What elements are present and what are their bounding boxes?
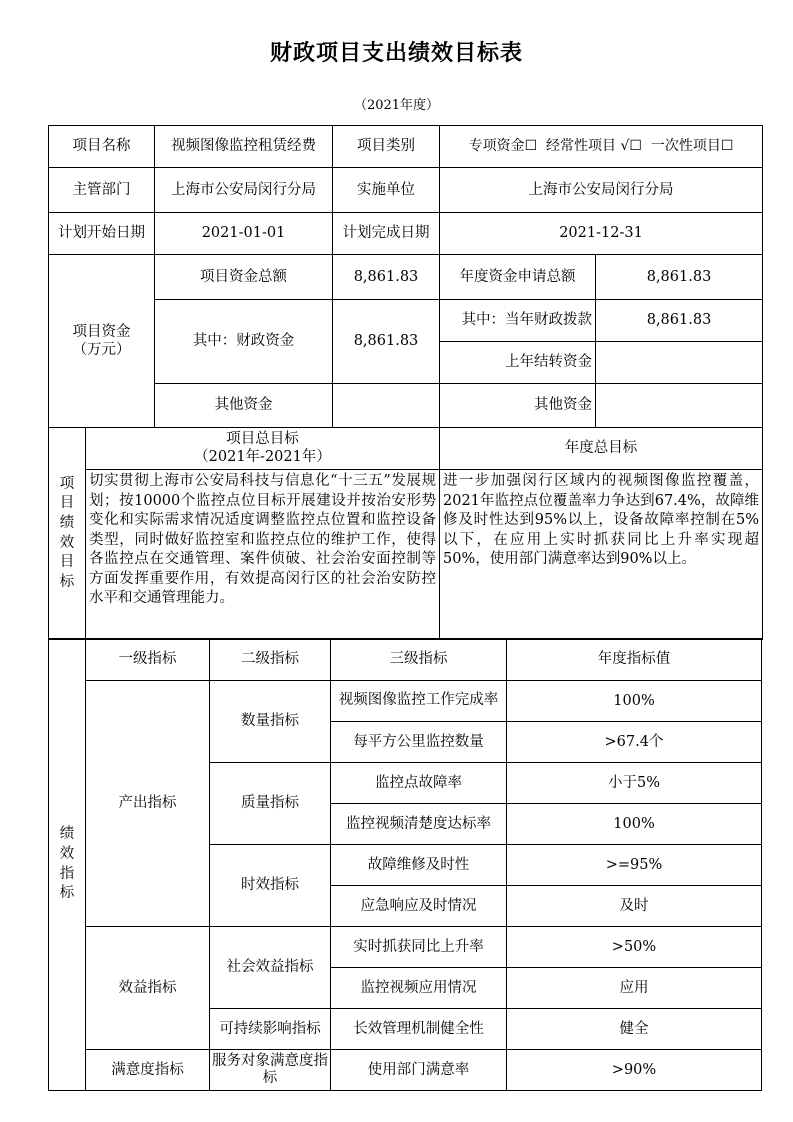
fund-other2-value [596, 384, 763, 428]
indicator-name: 应急响应及时情况 [331, 886, 507, 927]
row-goals-header [49, 428, 763, 470]
indicator-value: 及时 [507, 886, 762, 927]
level2-service: 服务对象满意度指标 [210, 1050, 331, 1091]
indicator-value: >50% [507, 927, 762, 968]
indicator-value: 100% [507, 681, 762, 722]
row-fund-total [49, 255, 763, 300]
end-date-label: 计划完成日期 [333, 213, 440, 255]
row-fund-fiscal [49, 300, 763, 342]
project-type-value: 专项资金☐ 经常性项目 √☐ 一次性项目☐ [440, 126, 763, 168]
level2-quality: 质量指标 [210, 763, 331, 845]
indicator-name: 使用部门满意率 [331, 1050, 507, 1091]
fund-current-value: 8,861.83 [596, 300, 763, 342]
project-name-value: 视频图像监控租赁经费 [155, 126, 333, 168]
fund-annual-label: 年度资金申请总额 [440, 255, 596, 300]
row-department [49, 168, 763, 213]
overall-goal-text: 切实贯彻上海市公安局科技与信息化“十三五”发展规划；按10000个监控点位目标开展建设并按治安形势变化和实际需求情况适度调整监控点位置和监控设备类型，同时做好监控室和监控点位的维护工作，使得各监控点在交通管理、案件侦破、社会治安面控制等方面发挥重要作用，有效提高闵行区的社会治安防控水平和交通管理能力。 [86, 470, 440, 640]
annual-goal-text: 进一步加强闵行区域内的视频图像监控覆盖，2021年监控点位覆盖率力争达到67.4%，故障维修及时性达到95%以上，设备故障率控制在5%以下，在应用上实时抓获同比上升率实现超50%，使用部门满意率达到90%以上。 [440, 470, 763, 640]
annual-goal-header: 年度总目标 [440, 428, 763, 470]
table-row [49, 681, 762, 722]
level2-timeliness: 时效指标 [210, 845, 331, 927]
table-row [49, 927, 762, 968]
indicator-header-row [49, 639, 762, 681]
fund-fiscal-label: 其中：财政资金 [155, 300, 333, 384]
level1-satisfaction: 满意度指标 [86, 1050, 210, 1091]
header-target: 年度指标值 [507, 639, 762, 681]
indicator-value: 健全 [507, 1009, 762, 1050]
header-level2: 二级指标 [210, 639, 331, 681]
indicator-name: 故障维修及时性 [331, 845, 507, 886]
start-date-value: 2021-01-01 [155, 213, 333, 255]
indicator-name: 长效管理机制健全性 [331, 1009, 507, 1050]
row-project-name [49, 126, 763, 168]
row-dates [49, 213, 763, 255]
indicator-name: 视频图像监控工作完成率 [331, 681, 507, 722]
indicator-value: 小于5% [507, 763, 762, 804]
indicator-value: 应用 [507, 968, 762, 1009]
indicator-name: 每平方公里监控数量 [331, 722, 507, 763]
indicator-value: >90% [507, 1050, 762, 1091]
indicator-name: 实时抓获同比上升率 [331, 927, 507, 968]
dept-label: 主管部门 [49, 168, 155, 213]
table-row [49, 1050, 762, 1091]
row-goals-text [49, 470, 763, 640]
fund-current-label: 其中：当年财政拨款 [440, 300, 596, 342]
fund-carryover-value [596, 342, 763, 384]
funds-label: 项目资金 （万元） [49, 255, 155, 428]
fund-carryover-label: 上年结转资金 [440, 342, 596, 384]
fund-fiscal-value: 8,861.83 [333, 300, 440, 384]
level1-benefit: 效益指标 [86, 927, 210, 1050]
fund-annual-value: 8,861.83 [596, 255, 763, 300]
fund-other-label: 其他资金 [155, 384, 333, 428]
row-fund-other [49, 384, 763, 428]
indicator-name: 监控视频清楚度达标率 [331, 804, 507, 845]
fund-other-value [333, 384, 440, 428]
project-name-label: 项目名称 [49, 126, 155, 168]
dept-value: 上海市公安局闵行分局 [155, 168, 333, 213]
year-note: （2021年度） [353, 98, 440, 113]
fund-total-value: 8,861.83 [333, 255, 440, 300]
level2-quantity: 数量指标 [210, 681, 331, 763]
info-table [48, 125, 763, 640]
level2-sustain: 可持续影响指标 [210, 1009, 331, 1050]
goals-label: 项 目 绩 效 目 标 [49, 428, 86, 640]
indicator-name: 监控点故障率 [331, 763, 507, 804]
overall-goal-header: 项目总目标 （2021年-2021年） [86, 428, 440, 470]
fund-total-label: 项目资金总额 [155, 255, 333, 300]
indicators-label: 绩 效 指 标 [49, 639, 86, 1091]
header-level1: 一级指标 [86, 639, 210, 681]
project-type-label: 项目类别 [333, 126, 440, 168]
indicator-value: 100% [507, 804, 762, 845]
impl-label: 实施单位 [333, 168, 440, 213]
header-level3: 三级指标 [331, 639, 507, 681]
indicator-value: >67.4个 [507, 722, 762, 763]
impl-value: 上海市公安局闵行分局 [440, 168, 763, 213]
level1-output: 产出指标 [86, 681, 210, 927]
indicator-name: 监控视频应用情况 [331, 968, 507, 1009]
end-date-value: 2021-12-31 [440, 213, 763, 255]
page-title: 财政项目支出绩效目标表 [269, 41, 523, 66]
fund-other2-label: 其他资金 [440, 384, 596, 428]
level2-social: 社会效益指标 [210, 927, 331, 1009]
indicator-table [48, 638, 762, 1091]
start-date-label: 计划开始日期 [49, 213, 155, 255]
indicator-value: >=95% [507, 845, 762, 886]
